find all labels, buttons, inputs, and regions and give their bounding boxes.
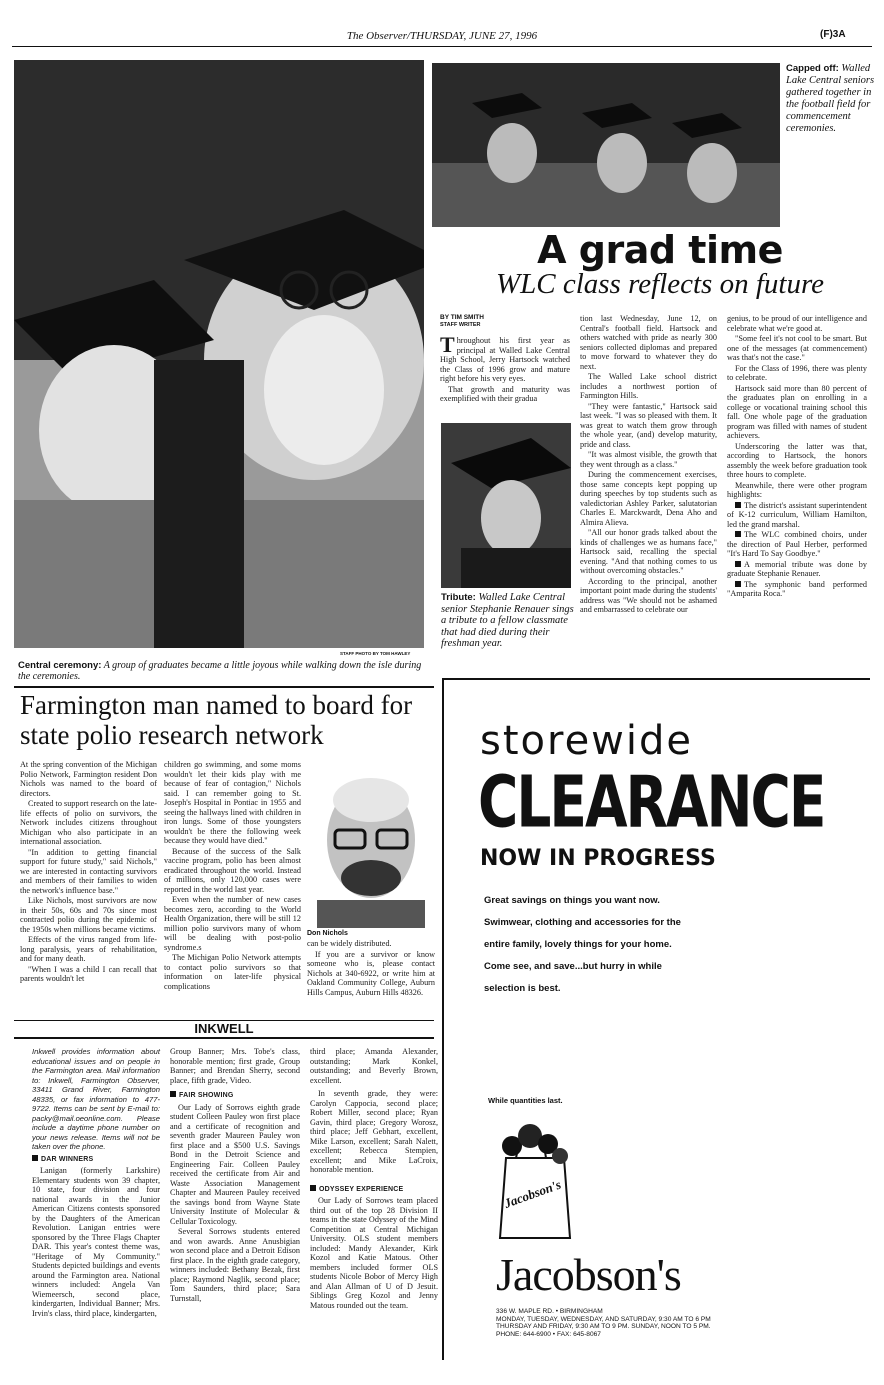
caption-lead: Central ceremony: [18,660,102,671]
capped-caption-lead: Capped off: [786,63,839,74]
inkwell-rule-bottom [14,1037,434,1039]
ad-tagline-2: Swimwear, clothing and accessories for the [484,917,681,928]
byline: BY TIM SMITH [440,314,484,321]
capped-caption-text: Walled Lake Central seniors gathered together in the football field for commencement ceremonies. [786,63,875,134]
inkwell-intro: Inkwell provides information about educational issues and on people in the Farmington area. Mail information to: Inkwell, Farmington Observer, 33411 Grand River, Farmington 48335, or fax information to 477-9722. Items can be sent by E-mail to: packy@mail.oeonline.com. Please include a daytime phone number on your news release. Items will not be taken over the phone. [32,1047,160,1151]
ad-border-left [442,678,444,1360]
dar-heading: DAR WINNERS [32,1155,160,1165]
section-marker [310,1185,316,1191]
capped-off-caption [786,63,876,135]
grad-col2 [580,314,717,616]
polio-col2 [164,760,301,992]
mid-rule [14,686,434,688]
page-number: (F)3A [820,29,846,40]
polio-col1-p3: "In addition to getting financial support for future study," said Nichols," we are interested in contacting survivors and members of their families to widen the network's influence base." [20,847,157,895]
grad-col3-p3: For the Class of 1996, there was plenty to celebrate. [727,363,867,382]
grad-deck: WLC class reflects on future [495,268,825,300]
polio-col3 [307,939,435,998]
grad-col1-p1: hroughout his first year as principal at Walled Lake Central High School, Jerry Hartsock watched the Class of 1996 grow and mature right before his very eyes. [440,336,570,383]
don-nichols-photo [307,760,435,928]
photo-credit: STAFF PHOTO BY TOM HAWLEY [340,651,411,656]
ad-tagline [484,890,864,1000]
main-graduation-photo [14,60,424,648]
grad-col3-p1: genius, to be proud of our intelligence and celebrate what we're good at. [727,314,867,333]
polio-headline: Farmington man named to board for state polio research network [20,690,413,750]
ad-now-in-progress: NOW IN PROGRESS [480,846,716,871]
grad-headline: A grad time [537,228,783,272]
inkwell-title: INKWELL [194,1021,254,1036]
polio-col2-p4: The Michigan Polio Network attempts to contact polio survivors so that information on later-life physical complications [164,953,301,991]
don-nichols-label: Don Nichols [307,930,348,937]
grad-col2-p6: "All our honor grads talked about the kinds of challenges we as humans face," Hartsock said, recalling the special evening. "And that nothing comes to us without overcoming obstacles." [580,528,717,575]
grad-bullet-3: A memorial tribute was done by graduate Stephanie Renauer. [727,559,867,578]
polio-col1-p2: Created to support research on the late-life effects of polio on survivors, the Network includes citizens throughout Michigan who also participate in an international association. [20,799,157,846]
jacobsons-logo: Jacobson's [496,1249,681,1300]
polio-col1 [20,760,157,985]
inkwell-c3a: third place; Amanda Alexander, outstanding; Mark Konkel, outstanding; and Beverly Brown, excellent. [310,1047,438,1085]
polio-col1-p5: Effects of the virus ranged from life-long paralysis, years of rehabilitation, and for many death. [20,935,157,963]
tribute-photo [441,423,571,588]
ad-phone: PHONE: 644-6900 • FAX: 645-8067 [496,1330,601,1338]
ad-border-top [442,678,870,680]
polio-col2-p2: Because of the success of the Salk vaccine program, polio has been almost eradicated throughout the world. Instead of millions, only 120,000 cases were reported in the world last year. [164,846,301,894]
bullet-square [735,531,741,537]
polio-col3-p2: If you are a survivor or know someone who is, please contact Nichols at 340-6922, or write him at Oakland Community College, Auburn Hills Campus, Auburn Hills 48326. [307,949,435,997]
grad-bullet-2: The WLC combined choirs, under the direction of Paul Herber, performed "It's Hard To Say Goodbye." [727,530,867,558]
ad-tagline-1: Great savings on things you want now. [484,895,660,906]
tribute-caption-text: Walled Lake Central senior Stephanie Renauer sings a tribute to a fellow classmate that had died during their freshman year. [441,592,574,649]
ad-address: 336 W. MAPLE RD. • BIRMINGHAM [496,1308,603,1315]
ad-hours-2: THURSDAY AND FRIDAY, 9:30 AM TO 9 PM. SUNDAY, NOON TO 5 PM. [496,1323,711,1331]
capped-off-photo [432,63,780,227]
ad-tagline-5: selection is best. [484,983,561,994]
ad-address-block [496,1308,711,1338]
grad-col1-p2: That growth and maturity was exemplified with their gradua [440,384,570,403]
masthead: The Observer/THURSDAY, JUNE 27, 1996 [346,30,538,42]
inkwell-col1 [32,1047,160,1319]
grad-col3-p6: Meanwhile, there were other program highlights: [727,480,867,499]
bullet-square [735,502,741,508]
main-photo-caption [18,660,428,682]
odyssey-text: Our Lady of Sorrows team placed third out of the top 28 Division II teams in the state Odyssey of the Mind Competition at Central Michigan University. OLS student members included: Mandy Alexander, Kirk Kozol and Katie Matous. Other members included former OLS students Nicole Bobor of Mercy High and Alan Allman of U of D Jesuit. Siblings Greg Kozol and Jenny Matous rounded out the team. [310,1196,438,1310]
bag-logo-text: Jacobson's [502,1176,563,1211]
caption-text: A group of graduates became a little joyous while walking down the isle during the ceremonies. [18,660,422,682]
grad-col2-p4: "It was almost visible, the growth that they went through as a class." [580,450,717,469]
polio-col2-p3: Even when the number of new cases becomes zero, according to the World Health Organization, there will be still 12 million polio survivors many of whom will be dealing with post-polio syndrome.s [164,895,301,952]
fair-heading: FAIR SHOWING [170,1091,300,1101]
grad-col3-p5: Underscoring the latter was that, according to Hartsock, the honors assembly the week before graduation took three hours to complete. [727,441,867,479]
ad-tagline-3: entire family, lovely things for your home. [484,939,672,950]
polio-col1-p6: "When I was a child I can recall that parents wouldn't let [20,964,157,983]
ad-quantities: While quantities last. [488,1096,563,1105]
grad-bullet-4: The symphonic band performed "Amparita Roca." [727,579,867,598]
polio-col2-p1: children go swimming, and some moms wouldn't let their kids play with me because of fear of contagion," Nichols said. I can remember going to St. Joseph's Hospital in Pontiac in 1955 and seeing the hallways lined with children in iron lungs. Some of those youngsters wouldn't be there the following week because they would have died." [164,760,301,845]
grad-col2-p7: According to the principal, another important point made during the students' address was "We should not be ashamed and embarrassed to celebrate our [580,576,717,614]
grad-col2-p1: tion last Wednesday, June 12, on Central's football field. Hartsock and others watched with pride as nearly 300 seniors collected diplomas and prepared to move forward to whatever they do next. [580,314,717,371]
grad-col3-p2: "Some feel it's not cool to be smart. But one of the messages (at commencement) was that's not the case." [727,334,867,362]
odyssey-heading: ODYSSEY EXPERIENCE [310,1185,438,1195]
polio-col1-p1: At the spring convention of the Michigan Polio Network, Farmington resident Don Nichols was named to the board of directors. [20,760,157,798]
section-marker [170,1091,176,1097]
inkwell-col2 [170,1047,300,1304]
grad-col2-p2: The Walled Lake school district includes a northwest portion of Farmington Hills. [580,372,717,400]
fair-text-1: Our Lady of Sorrows eighth grade student Colleen Pauley won first place and a certificate of recognition and seventh grader Maureen Pauley won first place and a $500 U.S. Savings Bond in the Detroit Science and Engineering Fair. Colleen Pauley received the certificate from Air and Waste Association Management Chapter and Maureen Pauley received the savings bond from Wayne State University Institute of Molecular & Cellular Toxicology. [170,1102,300,1226]
shopping-bag-illustration [486,1118,582,1240]
ad-tagline-4: Come see, and save...but hurry in while [484,961,662,972]
polio-col3-p1: can be widely distributed. [307,939,392,948]
grad-col1 [440,332,570,405]
ad-clearance: CLEARANCE [478,760,825,844]
tribute-caption-lead: Tribute: [441,592,476,603]
grad-col2-p3: "They were fantastic," Hartsock said last week. "I was so pleased with them. It was great to watch them grow through the whole year, (and) develop maturity, pride and class. [580,401,717,449]
inkwell-c3b: In seventh grade, they were: Carolyn Cappocia, second place; Robert Miller, second place; Ryan Gavin, third place; Gregory Worosz, third place; Jeff Gebhart, excellent, Mike Larson, excellent; Sarah Nalett, excellent; Rebecca Stempien, excellent; and Mike LaCroix, honorable mention. [310,1089,438,1174]
section-marker [32,1155,38,1161]
inkwell-col3 [310,1047,438,1311]
header-rule [12,46,872,47]
polio-col1-p4: Like Nichols, most survivors are now in their 50s, 60s and 70s since most contracted polio during the epidemic of the 1950s when millions became victims. [20,896,157,934]
dropcap: T [440,332,455,357]
bullet-square [735,561,741,567]
inkwell-c2a: Group Banner; Mrs. Tobe's class, honorable mention; first grade, Group Banner; and Brendan Sherry, second place, fifth grade, Video. [170,1047,300,1085]
byline-role: STAFF WRITER [440,322,481,328]
ad-storewide: storewide [480,718,693,764]
grad-col3-p4: Hartsock said more than 80 percent of the graduates plan on enrolling in a college or vocational training school this fall. One whole page of the graduation program was filled with names of student achievers. [727,383,867,440]
bullet-square [735,581,741,587]
grad-col3 [727,314,867,600]
tribute-caption [441,592,576,650]
ad-hours-1: MONDAY, TUESDAY, WEDNESDAY, AND SATURDAY, 9:30 AM TO 6 PM [496,1315,711,1323]
grad-col2-p5: During the commencement exercises, those same concepts kept popping up during speeches by top students such as valedictorian Ashley Parker, salutatorian Charles E. Marckwardt, Dena Aho and Almira Alieva. [580,470,717,527]
grad-bullet-1: The district's assistant superintendent of K-12 curriculum, William Hamilton, led the grand marshal. [727,500,867,529]
fair-text-2: Several Sorrows students entered and won awards. Anne Anusbigian won second place and a Detroit Edison first place. In the eighth grade category, winners included: Bethany Bezak, first place; Raymond Naglik, second place; Tom Saunders, third place; Sara Turnstall, [170,1227,300,1303]
dar-text: Lanigan (formerly Larkshire) Elementary students won 39 chapter, 10 state, four division and four national awards in the Junior American Citizens contests sponsored by the Daughters of the American Revolution. Lanigan entries were sponsored by the Three Flags Chapter DAR. This year's contest theme was, "Heritage of My Community." Students depicted buildings and events around the Farmington area. National winners included: Angela Van Wiemeersch, second place, kindergarten, Individual Banner; Mrs. Irvin's class, third place, kindergarten, [32,1166,160,1318]
